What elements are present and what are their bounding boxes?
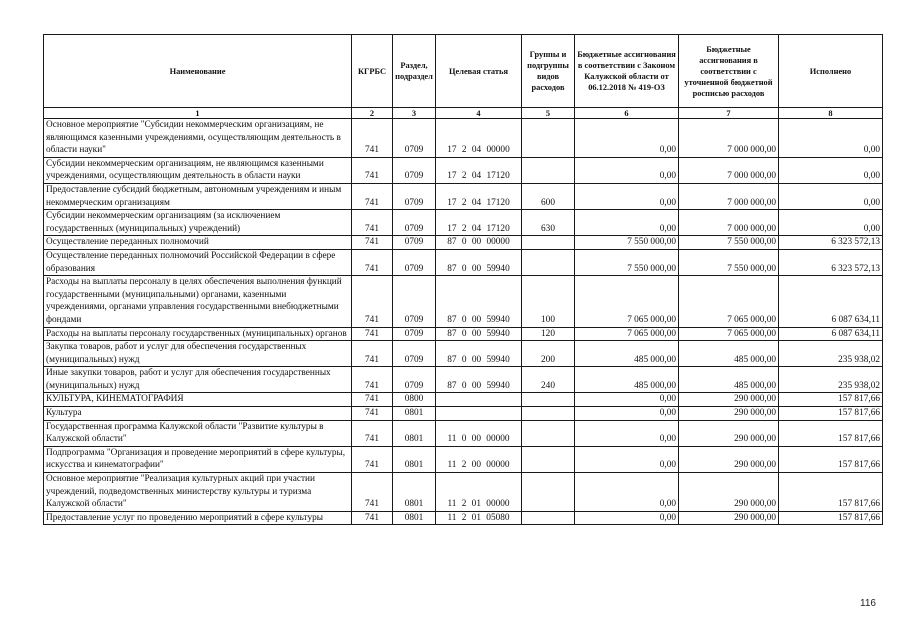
- row-refined-amount-cell: 290 000,00: [679, 446, 779, 472]
- row-refined-amount-cell: 485 000,00: [679, 367, 779, 393]
- row-law-amount-cell: 0,00: [575, 473, 679, 512]
- row-refined-amount-cell: 7 065 000,00: [679, 327, 779, 341]
- row-kgrbs-cell: 741: [352, 393, 393, 407]
- row-law-amount-cell: 7 065 000,00: [575, 327, 679, 341]
- row-name-cell: Культура: [44, 407, 352, 421]
- row-article-cell: [436, 393, 522, 407]
- column-number: 4: [436, 108, 522, 119]
- row-article-cell: 17 2 04 17120: [436, 157, 522, 183]
- row-refined-amount-cell: 290 000,00: [679, 473, 779, 512]
- row-law-amount-cell: 0,00: [575, 511, 679, 525]
- row-article-cell: [436, 407, 522, 421]
- row-executed-amount-cell: 157 817,66: [779, 473, 883, 512]
- header-section: Раздел, подраздел: [393, 35, 436, 108]
- row-group-cell: 100: [522, 276, 575, 327]
- row-law-amount-cell: 0,00: [575, 210, 679, 236]
- row-section-cell: 0709: [393, 119, 436, 158]
- row-refined-amount-cell: 290 000,00: [679, 420, 779, 446]
- row-kgrbs-cell: 741: [352, 341, 393, 367]
- table-row: [44, 473, 883, 512]
- row-article-cell: 87 0 00 59940: [436, 276, 522, 327]
- header-target-article: Целевая статья: [436, 35, 522, 108]
- row-group-cell: [522, 249, 575, 275]
- row-article-cell: 87 0 00 59940: [436, 341, 522, 367]
- row-kgrbs-cell: 741: [352, 236, 393, 250]
- row-name-cell: Осуществление переданных полномочий: [44, 236, 352, 250]
- row-kgrbs-cell: 741: [352, 276, 393, 327]
- row-executed-amount-cell: 0,00: [779, 210, 883, 236]
- row-section-cell: 0801: [393, 407, 436, 421]
- table-row: [44, 393, 883, 407]
- row-group-cell: [522, 157, 575, 183]
- row-law-amount-cell: 0,00: [575, 407, 679, 421]
- row-kgrbs-cell: 741: [352, 157, 393, 183]
- row-group-cell: 630: [522, 210, 575, 236]
- row-name-cell: Субсидии некоммерческим организациям, не являющимся казенными учреждениями, осуществляющим деятельность в области науки: [44, 157, 352, 183]
- row-article-cell: 87 0 00 00000: [436, 236, 522, 250]
- budget-sheet: [43, 34, 883, 525]
- table-row: [44, 420, 883, 446]
- row-article-cell: 11 2 01 05080: [436, 511, 522, 525]
- row-name-cell: Основное мероприятие "Реализация культурных акций при участии учреждений, подведомственных министерству культуры и туризма Калужской области": [44, 473, 352, 512]
- row-section-cell: 0801: [393, 473, 436, 512]
- row-refined-amount-cell: 290 000,00: [679, 407, 779, 421]
- row-executed-amount-cell: 0,00: [779, 119, 883, 158]
- row-name-cell: Предоставление субсидий бюджетным, автономным учреждениям и иным некоммерческим организациям: [44, 183, 352, 209]
- row-law-amount-cell: 0,00: [575, 119, 679, 158]
- header-kgrbs: КГРБС: [352, 35, 393, 108]
- header-executed: Исполнено: [779, 35, 883, 108]
- row-name-cell: КУЛЬТУРА, КИНЕМАТОГРАФИЯ: [44, 393, 352, 407]
- row-executed-amount-cell: 235 938,02: [779, 367, 883, 393]
- row-section-cell: 0709: [393, 236, 436, 250]
- row-executed-amount-cell: 157 817,66: [779, 446, 883, 472]
- row-name-cell: Иные закупки товаров, работ и услуг для обеспечения государственных (муниципальных) нужд: [44, 367, 352, 393]
- row-name-cell: Государственная программа Калужской области "Развитие культуры в Калужской области": [44, 420, 352, 446]
- page-number: 116: [860, 598, 876, 609]
- row-refined-amount-cell: 7 065 000,00: [679, 276, 779, 327]
- row-section-cell: 0801: [393, 511, 436, 525]
- row-kgrbs-cell: 741: [352, 327, 393, 341]
- row-refined-amount-cell: 7 000 000,00: [679, 183, 779, 209]
- row-kgrbs-cell: 741: [352, 407, 393, 421]
- row-executed-amount-cell: 157 817,66: [779, 393, 883, 407]
- row-name-cell: Расходы на выплаты персоналу в целях обеспечения выполнения функций государственными (муниципальными) органами, казенными учреждениями, органами управления государственными внебюджетными фондами: [44, 276, 352, 327]
- row-article-cell: 87 0 00 59940: [436, 249, 522, 275]
- row-article-cell: 87 0 00 59940: [436, 367, 522, 393]
- row-section-cell: 0709: [393, 341, 436, 367]
- row-executed-amount-cell: 6 087 634,11: [779, 327, 883, 341]
- row-law-amount-cell: 0,00: [575, 393, 679, 407]
- row-law-amount-cell: 0,00: [575, 183, 679, 209]
- row-law-amount-cell: 7 065 000,00: [575, 276, 679, 327]
- table-row: [44, 276, 883, 327]
- row-refined-amount-cell: 7 550 000,00: [679, 236, 779, 250]
- table-row: [44, 367, 883, 393]
- budget-table: [43, 34, 883, 525]
- row-refined-amount-cell: 7 550 000,00: [679, 249, 779, 275]
- column-number: 8: [779, 108, 883, 119]
- row-group-cell: [522, 236, 575, 250]
- row-law-amount-cell: 7 550 000,00: [575, 249, 679, 275]
- column-number: 3: [393, 108, 436, 119]
- row-kgrbs-cell: 741: [352, 473, 393, 512]
- row-article-cell: 11 2 01 00000: [436, 473, 522, 512]
- row-refined-amount-cell: 290 000,00: [679, 393, 779, 407]
- row-name-cell: Закупка товаров, работ и услуг для обеспечения государственных (муниципальных) нужд: [44, 341, 352, 367]
- table-row: [44, 446, 883, 472]
- row-section-cell: 0709: [393, 183, 436, 209]
- column-number: 7: [679, 108, 779, 119]
- row-law-amount-cell: 0,00: [575, 446, 679, 472]
- row-group-cell: [522, 407, 575, 421]
- row-refined-amount-cell: 290 000,00: [679, 511, 779, 525]
- header-law-appropriations: Бюджетные ассигнования в соответствии с Законом Калужской области от 06.12.2018 № 419-ОЗ: [575, 35, 679, 108]
- row-executed-amount-cell: 235 938,02: [779, 341, 883, 367]
- table-row: [44, 210, 883, 236]
- row-kgrbs-cell: 741: [352, 446, 393, 472]
- row-group-cell: 200: [522, 341, 575, 367]
- row-law-amount-cell: 7 550 000,00: [575, 236, 679, 250]
- row-section-cell: 0709: [393, 276, 436, 327]
- row-group-cell: [522, 420, 575, 446]
- row-section-cell: 0709: [393, 249, 436, 275]
- row-executed-amount-cell: 6 323 572,13: [779, 249, 883, 275]
- row-article-cell: 17 2 04 17120: [436, 183, 522, 209]
- row-article-cell: 17 2 04 17120: [436, 210, 522, 236]
- row-article-cell: 11 2 00 00000: [436, 446, 522, 472]
- row-refined-amount-cell: 7 000 000,00: [679, 119, 779, 158]
- row-article-cell: 11 0 00 00000: [436, 420, 522, 446]
- row-kgrbs-cell: 741: [352, 210, 393, 236]
- row-name-cell: Расходы на выплаты персоналу государственных (муниципальных) органов: [44, 327, 352, 341]
- header-expense-groups: Группы и подгруппы видов расходов: [522, 35, 575, 108]
- row-section-cell: 0709: [393, 210, 436, 236]
- row-section-cell: 0709: [393, 367, 436, 393]
- header-refined-appropriations: Бюджетные ассигнования в соответствии с уточненной бюджетной росписью расходов: [679, 35, 779, 108]
- column-number-row: [44, 108, 883, 119]
- row-section-cell: 0800: [393, 393, 436, 407]
- row-section-cell: 0709: [393, 327, 436, 341]
- row-section-cell: 0801: [393, 420, 436, 446]
- row-article-cell: 17 2 04 00000: [436, 119, 522, 158]
- row-group-cell: [522, 119, 575, 158]
- row-group-cell: 600: [522, 183, 575, 209]
- table-row: [44, 119, 883, 158]
- table-row: [44, 157, 883, 183]
- row-group-cell: [522, 393, 575, 407]
- column-number: 6: [575, 108, 679, 119]
- row-group-cell: 240: [522, 367, 575, 393]
- row-name-cell: Осуществление переданных полномочий Российской Федерации в сфере образования: [44, 249, 352, 275]
- table-row: [44, 341, 883, 367]
- row-kgrbs-cell: 741: [352, 183, 393, 209]
- row-law-amount-cell: 0,00: [575, 157, 679, 183]
- table-row: [44, 236, 883, 250]
- column-number: 2: [352, 108, 393, 119]
- table-body: [44, 119, 883, 525]
- row-kgrbs-cell: 741: [352, 119, 393, 158]
- row-name-cell: Предоставление услуг по проведению мероприятий в сфере культуры: [44, 511, 352, 525]
- row-law-amount-cell: 485 000,00: [575, 367, 679, 393]
- table-row: [44, 407, 883, 421]
- row-executed-amount-cell: 6 087 634,11: [779, 276, 883, 327]
- row-refined-amount-cell: 7 000 000,00: [679, 210, 779, 236]
- row-law-amount-cell: 0,00: [575, 420, 679, 446]
- row-law-amount-cell: 485 000,00: [575, 341, 679, 367]
- header-name: Наименование: [44, 35, 352, 108]
- row-kgrbs-cell: 741: [352, 420, 393, 446]
- table-row: [44, 249, 883, 275]
- row-executed-amount-cell: 157 817,66: [779, 420, 883, 446]
- row-executed-amount-cell: 6 323 572,13: [779, 236, 883, 250]
- header-row: [44, 35, 883, 108]
- table-row: [44, 183, 883, 209]
- row-group-cell: [522, 446, 575, 472]
- row-refined-amount-cell: 7 000 000,00: [679, 157, 779, 183]
- row-article-cell: 87 0 00 59940: [436, 327, 522, 341]
- row-section-cell: 0801: [393, 446, 436, 472]
- row-group-cell: 120: [522, 327, 575, 341]
- column-number: 1: [44, 108, 352, 119]
- row-name-cell: Подпрограмма "Организация и проведение мероприятий в сфере культуры, искусства и кинематографии": [44, 446, 352, 472]
- row-refined-amount-cell: 485 000,00: [679, 341, 779, 367]
- row-executed-amount-cell: 0,00: [779, 157, 883, 183]
- row-executed-amount-cell: 157 817,66: [779, 511, 883, 525]
- row-group-cell: [522, 473, 575, 512]
- row-kgrbs-cell: 741: [352, 367, 393, 393]
- table-row: [44, 327, 883, 341]
- row-kgrbs-cell: 741: [352, 511, 393, 525]
- row-name-cell: Основное мероприятие "Субсидии некоммерческим организациям, не являющимся казенными учреждениями, осуществляющим деятельность в области науки": [44, 119, 352, 158]
- row-kgrbs-cell: 741: [352, 249, 393, 275]
- row-group-cell: [522, 511, 575, 525]
- row-executed-amount-cell: 157 817,66: [779, 407, 883, 421]
- row-executed-amount-cell: 0,00: [779, 183, 883, 209]
- column-number: 5: [522, 108, 575, 119]
- row-section-cell: 0709: [393, 157, 436, 183]
- row-name-cell: Субсидии некоммерческим организациям (за исключением государственных (муниципальных) учреждений): [44, 210, 352, 236]
- table-row: [44, 511, 883, 525]
